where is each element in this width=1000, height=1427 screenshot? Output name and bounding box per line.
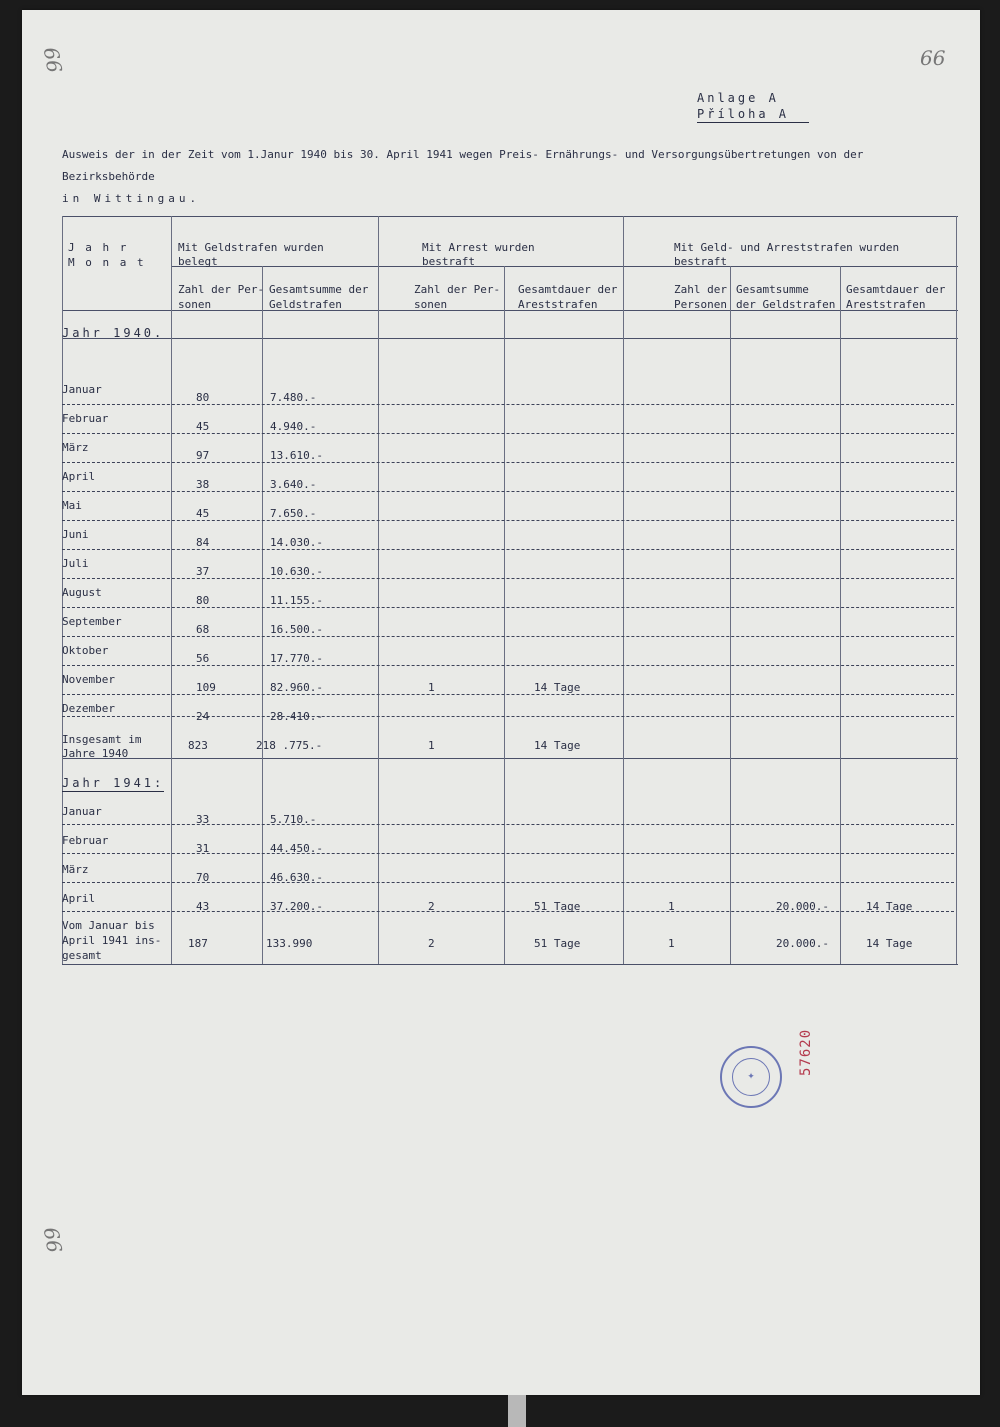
cell-persons: 70 bbox=[196, 871, 210, 884]
header-arrest-group: Mit Arrest wurden bbox=[422, 241, 535, 254]
cell-persons: 45 bbox=[196, 507, 210, 520]
cell-persons: 43 bbox=[196, 900, 210, 913]
cell-month: Juli bbox=[62, 557, 89, 570]
cell-arrest-persons: 2 bbox=[428, 900, 435, 913]
total-1940-sum: 218 .775.- bbox=[256, 739, 323, 752]
cell-sum: 3.640.- bbox=[270, 478, 317, 491]
cell-sum: 44.450.- bbox=[270, 842, 323, 855]
total-1941-sum: 133.990 bbox=[266, 937, 313, 950]
total-1940-persons: 823 bbox=[188, 739, 208, 752]
year-1940-bottom bbox=[62, 338, 958, 339]
col-header: Gesamtsumme bbox=[736, 283, 809, 296]
cell-month: April bbox=[62, 470, 96, 483]
col-header: Areststrafen bbox=[518, 298, 598, 311]
total-1941-label: Vom Januar bis bbox=[62, 919, 155, 932]
cell-sum: 82.960.- bbox=[270, 681, 323, 694]
cell-month: August bbox=[62, 586, 102, 599]
anlage-line: Anlage A bbox=[697, 91, 779, 105]
cell-both-persons: 1 bbox=[668, 900, 675, 913]
total-1941-both-sum: 20.000.- bbox=[776, 937, 829, 950]
cell-month: März bbox=[62, 441, 89, 454]
cell-month: Oktober bbox=[62, 644, 109, 657]
col-header: Gesamtsumme der bbox=[269, 283, 369, 296]
col-line bbox=[956, 216, 957, 964]
table-border-top bbox=[62, 216, 958, 217]
cell-sum: 46.630.- bbox=[270, 871, 323, 884]
col-line bbox=[840, 266, 841, 964]
cell-month: Januar bbox=[62, 383, 102, 396]
cell-month: Mai bbox=[62, 499, 82, 512]
header-monat: M o n a t bbox=[68, 256, 146, 269]
total-1941-arrest-duration: 51 Tage bbox=[534, 937, 581, 950]
total-1940-label: Insgesamt im bbox=[62, 733, 142, 746]
col-header: Zahl der bbox=[674, 283, 727, 296]
cell-arrest-duration: 51 Tage bbox=[534, 900, 581, 913]
col-header: sonen bbox=[178, 298, 212, 311]
cell-sum: 7.650.- bbox=[270, 507, 317, 520]
col-header: Geldstrafen bbox=[269, 298, 342, 311]
cell-persons: 97 bbox=[196, 449, 210, 462]
cell-month: Juni bbox=[62, 528, 89, 541]
cell-month: März bbox=[62, 863, 89, 876]
cell-sum: 13.610.- bbox=[270, 449, 323, 462]
header-arrest-group-2: bestraft bbox=[422, 255, 475, 268]
col-line bbox=[623, 216, 624, 964]
col-header: sonen bbox=[414, 298, 448, 311]
cell-sum: 28.410.- bbox=[270, 710, 323, 723]
cell-sum: 17.770.- bbox=[270, 652, 323, 665]
col-line bbox=[730, 266, 731, 964]
total-1940-label-2: Jahre 1940 bbox=[62, 747, 129, 760]
intro-text bbox=[62, 144, 962, 210]
cell-persons: 80 bbox=[196, 391, 210, 404]
cell-persons: 80 bbox=[196, 594, 210, 607]
cell-month: November bbox=[62, 673, 115, 686]
total-1941-both-persons: 1 bbox=[668, 937, 675, 950]
total-1941-label-2: April 1941 ins- bbox=[62, 934, 162, 947]
col-line bbox=[504, 266, 505, 964]
col-line bbox=[171, 216, 172, 964]
year-1941-label: Jahr 1941: bbox=[62, 776, 165, 790]
col-line bbox=[378, 216, 379, 964]
cell-persons: 37 bbox=[196, 565, 210, 578]
total-1941-persons: 187 bbox=[188, 937, 208, 950]
cell-month: April bbox=[62, 892, 96, 905]
year-1940-label: Jahr 1940. bbox=[62, 326, 165, 340]
cell-persons: 31 bbox=[196, 842, 210, 855]
cell-sum: 16.500.- bbox=[270, 623, 323, 636]
cell-month: Februar bbox=[62, 412, 109, 425]
col-header: der Geldstrafen bbox=[736, 298, 836, 311]
cell-persons: 84 bbox=[196, 536, 210, 549]
cell-month: Januar bbox=[62, 805, 102, 818]
intro-line-1: Ausweis der in der Zeit vom 1.Janur 1940 bis 30. April 1941 wegen Preis- Ernährungs- und Versorgungsübertretungen von der Bezirksbehörde bbox=[62, 148, 864, 183]
header-both-group-2: bestraft bbox=[674, 255, 727, 268]
cell-both-duration: 14 Tage bbox=[866, 900, 913, 913]
archive-number: 57620 bbox=[798, 1028, 814, 1076]
col-header: Personen bbox=[674, 298, 727, 311]
statistics-table bbox=[60, 216, 958, 966]
annex-label bbox=[697, 90, 809, 123]
archive-stamp bbox=[720, 1046, 782, 1108]
col-header: Gesamtdauer der bbox=[518, 283, 618, 296]
priloha-line: Příloha A bbox=[697, 106, 809, 123]
header-geld-group: Mit Geldstrafen wurden bbox=[178, 241, 324, 254]
col-line bbox=[262, 266, 263, 964]
cell-month: September bbox=[62, 615, 122, 628]
header-geld-group-2: belegt bbox=[178, 255, 218, 268]
cell-sum: 5.710.- bbox=[270, 813, 317, 826]
cell-persons: 68 bbox=[196, 623, 210, 636]
cell-sum: 14.030.- bbox=[270, 536, 323, 549]
cell-persons: 38 bbox=[196, 478, 210, 491]
cell-arrest-duration: 14 Tage bbox=[534, 681, 581, 694]
total-1941-label-3: gesamt bbox=[62, 949, 102, 962]
col-header: Zahl der Per- bbox=[178, 283, 265, 296]
cell-sum: 37.200.- bbox=[270, 900, 323, 913]
pencil-page-number: 66 bbox=[38, 1225, 67, 1255]
table-border-bottom bbox=[62, 964, 958, 965]
intro-line-2: in Wittingau. bbox=[62, 192, 201, 205]
total-1940-bottom bbox=[62, 758, 958, 759]
cell-persons: 33 bbox=[196, 813, 210, 826]
pencil-page-number: 66 bbox=[920, 46, 946, 70]
cell-month: Dezember bbox=[62, 702, 115, 715]
cell-persons: 24 bbox=[196, 710, 210, 723]
header-jahr: J a h r bbox=[68, 241, 129, 254]
total-1940-arrest-persons: 1 bbox=[428, 739, 435, 752]
cell-persons: 109 bbox=[196, 681, 216, 694]
ruler-strip bbox=[508, 1395, 526, 1427]
cell-sum: 7.480.- bbox=[270, 391, 317, 404]
total-1941-both-duration: 14 Tage bbox=[866, 937, 913, 950]
pencil-page-number: 66 bbox=[38, 45, 67, 75]
col-header: Areststrafen bbox=[846, 298, 926, 311]
cell-persons: 56 bbox=[196, 652, 210, 665]
cell-sum: 4.940.- bbox=[270, 420, 317, 433]
header-both-group: Mit Geld- und Arreststrafen wurden bbox=[674, 241, 900, 254]
col-header: Zahl der Per- bbox=[414, 283, 501, 296]
eagle-emblem-icon: ✦ bbox=[732, 1058, 770, 1096]
cell-sum: 11.155.- bbox=[270, 594, 323, 607]
cell-arrest-persons: 1 bbox=[428, 681, 435, 694]
document-sheet bbox=[22, 10, 980, 1395]
total-1940-arrest-duration: 14 Tage bbox=[534, 739, 581, 752]
cell-sum: 10.630.- bbox=[270, 565, 323, 578]
total-1941-arrest-persons: 2 bbox=[428, 937, 435, 950]
cell-month: Februar bbox=[62, 834, 109, 847]
cell-both-sum: 20.000.- bbox=[776, 900, 829, 913]
col-header: Gesamtdauer der bbox=[846, 283, 946, 296]
cell-persons: 45 bbox=[196, 420, 210, 433]
